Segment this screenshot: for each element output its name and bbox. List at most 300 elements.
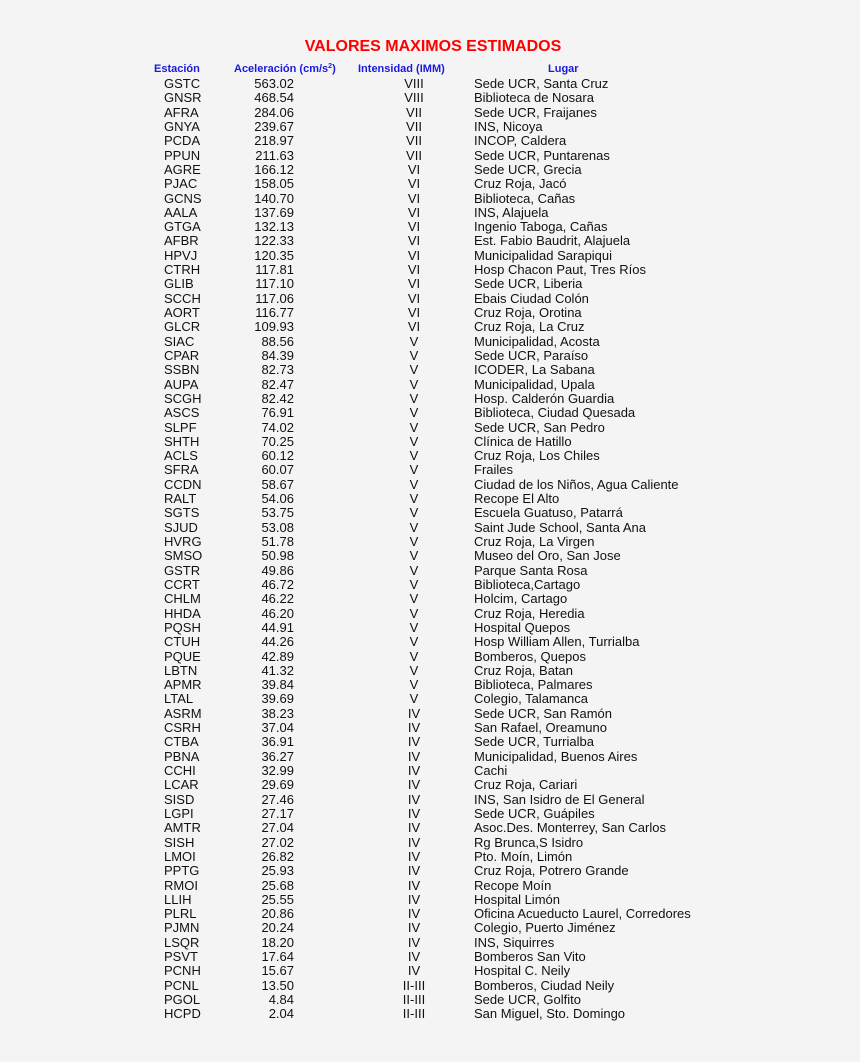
cell-estacion: CHLM — [164, 591, 201, 607]
cell-lugar: INCOP, Caldera — [474, 133, 567, 149]
cell-aceleracion: 563.02 — [254, 76, 294, 91]
cell-estacion: PBNA — [164, 748, 200, 764]
cell-estacion: PCNH — [164, 963, 201, 979]
table-row — [0, 535, 860, 549]
cell-lugar: Parque Santa Rosa — [474, 562, 588, 578]
table-row — [0, 392, 860, 406]
cell-estacion: PJAC — [164, 176, 198, 192]
header-aceleracion — [234, 63, 336, 75]
cell-estacion: SISH — [164, 834, 195, 850]
table-row — [0, 850, 860, 864]
cell-lugar: Municipalidad, Upala — [474, 376, 595, 392]
cell-lugar: Hospital C. Neily — [474, 963, 571, 979]
table-row — [0, 793, 860, 807]
table-row — [0, 77, 860, 91]
table-row — [0, 435, 860, 449]
cell-aceleracion: 17.64 — [261, 949, 294, 965]
cell-intensidad: VI — [407, 233, 421, 249]
cell-lugar: Cruz Roja, Heredia — [474, 605, 585, 621]
table-row — [0, 664, 860, 678]
cell-aceleracion: 239.67 — [254, 118, 294, 134]
table-row — [0, 864, 860, 878]
table-row — [0, 406, 860, 420]
cell-intensidad: II-III — [402, 1006, 426, 1022]
cell-lugar: Sede UCR, Santa Cruz — [474, 76, 609, 91]
cell-lugar: Colegio, Talamanca — [474, 691, 588, 707]
cell-aceleracion: 158.05 — [254, 176, 294, 192]
cell-lugar: Hosp Chacon Paut, Tres Ríos — [474, 262, 646, 278]
cell-lugar: INS, Nicoya — [474, 118, 543, 134]
cell-lugar: Cruz Roja, Jacó — [474, 176, 567, 192]
cell-intensidad: VI — [407, 204, 421, 220]
cell-aceleracion: 117.06 — [255, 290, 294, 306]
cell-estacion: GSTC — [164, 76, 201, 91]
cell-estacion: SFRA — [164, 462, 199, 478]
table-row — [0, 692, 860, 706]
cell-aceleracion: 39.84 — [261, 677, 294, 693]
cell-aceleracion: 46.20 — [261, 605, 294, 621]
cell-intensidad: V — [409, 476, 419, 492]
cell-lugar: Hospital Limón — [474, 891, 560, 907]
cell-intensidad: IV — [407, 748, 421, 764]
cell-lugar: Pto. Moín, Limón — [474, 848, 573, 864]
cell-intensidad: VI — [407, 247, 421, 263]
cell-lugar: Ciudad de los Niños, Agua Caliente — [474, 476, 679, 492]
cell-estacion: LCAR — [164, 777, 199, 793]
cell-intensidad: VI — [407, 219, 421, 235]
cell-estacion: AFRA — [164, 104, 199, 120]
table-row — [0, 750, 860, 764]
cell-estacion: PJMN — [164, 920, 200, 936]
cell-lugar: Frailes — [474, 462, 514, 478]
cell-intensidad: V — [409, 491, 419, 507]
cell-aceleracion: 27.02 — [261, 834, 294, 850]
cell-estacion: PQSH — [164, 619, 201, 635]
cell-intensidad: IV — [407, 705, 421, 721]
table-row — [0, 263, 860, 277]
table-row — [0, 163, 860, 177]
cell-lugar: Ebais Ciudad Colón — [474, 290, 589, 306]
cell-estacion: GSTR — [164, 562, 201, 578]
cell-aceleracion: 137.69 — [254, 204, 294, 220]
cell-lugar: Sede UCR, San Pedro — [474, 419, 605, 435]
cell-estacion: LGPI — [164, 805, 194, 821]
cell-aceleracion: 49.86 — [261, 562, 294, 578]
cell-estacion: ASRM — [164, 705, 202, 721]
cell-intensidad: VII — [406, 118, 422, 134]
table-row — [0, 177, 860, 191]
table-row — [0, 349, 860, 363]
cell-intensidad: V — [409, 362, 419, 378]
cell-estacion: LMOI — [164, 848, 196, 864]
cell-lugar: Cruz Roja, Potrero Grande — [474, 863, 629, 879]
cell-intensidad: V — [409, 591, 419, 607]
cell-intensidad: VI — [407, 176, 421, 192]
cell-estacion: CCHI — [164, 763, 196, 778]
cell-intensidad: IV — [407, 834, 421, 850]
cell-intensidad: IV — [407, 805, 421, 821]
table-row — [0, 907, 860, 921]
table-row — [0, 463, 860, 477]
cell-intensidad: IV — [407, 734, 421, 750]
table-row — [0, 363, 860, 377]
cell-estacion: AORT — [164, 305, 200, 320]
cell-estacion: SCCH — [164, 290, 201, 306]
table-row — [0, 678, 860, 692]
table-row — [0, 192, 860, 206]
cell-intensidad: IV — [407, 877, 421, 893]
cell-aceleracion: 37.04 — [261, 720, 294, 736]
cell-intensidad: VI — [407, 319, 421, 335]
cell-lugar: Sede UCR, Turrialba — [474, 734, 594, 750]
cell-intensidad: IV — [407, 763, 421, 778]
cell-lugar: Biblioteca,Cartago — [474, 576, 581, 592]
cell-aceleracion: 27.04 — [261, 820, 294, 836]
cell-estacion: CTRH — [164, 262, 201, 278]
cell-lugar: Holcim, Cartago — [474, 591, 568, 607]
cell-lugar: Sede UCR, Paraíso — [474, 347, 589, 363]
cell-lugar: Cruz Roja, Orotina — [474, 305, 582, 320]
table-body — [0, 77, 860, 1022]
cell-aceleracion: 122.33 — [254, 233, 294, 249]
cell-estacion: GLCR — [164, 319, 201, 335]
table-row — [0, 621, 860, 635]
cell-intensidad: V — [409, 648, 419, 664]
cell-lugar: San Miguel, Sto. Domingo — [474, 1006, 626, 1022]
cell-lugar: Sede UCR, Puntarenas — [474, 147, 610, 163]
cell-intensidad: IV — [407, 949, 421, 965]
table-row — [0, 335, 860, 349]
cell-estacion: CCRT — [164, 576, 200, 592]
cell-intensidad: IV — [407, 891, 421, 907]
cell-lugar: Sede UCR, San Ramón — [474, 705, 613, 721]
cell-intensidad: VI — [407, 305, 421, 320]
header-aceleracion-text: Aceleración (cm/s — [234, 63, 329, 75]
cell-estacion: ASCS — [164, 405, 200, 421]
cell-aceleracion: 117.81 — [255, 262, 294, 278]
cell-intensidad: V — [409, 534, 419, 549]
cell-estacion: GTGA — [164, 219, 201, 235]
cell-aceleracion: 46.72 — [261, 576, 294, 592]
cell-intensidad: IV — [407, 863, 421, 879]
cell-intensidad: IV — [407, 920, 421, 936]
cell-aceleracion: 53.08 — [261, 519, 294, 535]
table-row — [0, 134, 860, 148]
cell-intensidad: VII — [406, 133, 422, 149]
cell-intensidad: IV — [407, 820, 421, 836]
cell-lugar: Cruz Roja, Batan — [474, 662, 573, 678]
cell-aceleracion: 132.13 — [254, 219, 294, 235]
header-lugar: Lugar — [548, 63, 579, 75]
cell-estacion: PCNL — [164, 977, 199, 993]
cell-lugar: Rg Brunca,S Isidro — [474, 834, 584, 850]
cell-intensidad: IV — [407, 906, 421, 922]
table-row — [0, 950, 860, 964]
table-row — [0, 306, 860, 320]
cell-intensidad: V — [409, 448, 419, 464]
cell-aceleracion: 166.12 — [254, 161, 294, 177]
cell-lugar: Ingenio Taboga, Cañas — [474, 219, 608, 235]
cell-intensidad: VI — [407, 276, 421, 292]
cell-lugar: Municipalidad, Buenos Aires — [474, 748, 638, 764]
cell-estacion: LTAL — [164, 691, 194, 707]
cell-aceleracion: 44.26 — [261, 634, 294, 650]
table-row — [0, 421, 860, 435]
table-row — [0, 478, 860, 492]
cell-intensidad: V — [409, 605, 419, 621]
cell-aceleracion: 88.56 — [261, 333, 294, 349]
cell-aceleracion: 42.89 — [261, 648, 294, 664]
cell-lugar: Biblioteca, Ciudad Quesada — [474, 405, 636, 421]
cell-aceleracion: 284.06 — [254, 104, 294, 120]
cell-estacion: PSVT — [164, 949, 198, 965]
cell-intensidad: V — [409, 576, 419, 592]
cell-lugar: Asoc.Des. Monterrey, San Carlos — [474, 820, 666, 836]
table-row — [0, 979, 860, 993]
cell-intensidad: V — [409, 519, 419, 535]
cell-intensidad: II-III — [402, 977, 426, 993]
table-row — [0, 378, 860, 392]
table-row — [0, 1007, 860, 1021]
cell-intensidad: IV — [407, 777, 421, 793]
cell-estacion: CPAR — [164, 347, 200, 363]
cell-lugar: Biblioteca, Cañas — [474, 190, 576, 206]
cell-lugar: Cruz Roja, La Virgen — [474, 534, 595, 549]
cell-aceleracion: 76.91 — [261, 405, 294, 421]
table-row — [0, 449, 860, 463]
cell-lugar: Clínica de Hatillo — [474, 433, 572, 449]
cell-intensidad: V — [409, 419, 419, 435]
cell-aceleracion: 29.69 — [261, 777, 294, 793]
cell-intensidad: V — [409, 433, 419, 449]
cell-aceleracion: 60.07 — [261, 462, 294, 478]
cell-estacion: AUPA — [164, 376, 199, 392]
table-row — [0, 277, 860, 291]
cell-aceleracion: 27.46 — [261, 791, 294, 807]
cell-estacion: HCPD — [164, 1006, 201, 1022]
cell-estacion: LLIH — [164, 891, 192, 907]
table-row — [0, 220, 860, 234]
cell-estacion: SHTH — [164, 433, 200, 449]
cell-aceleracion: 2.04 — [268, 1006, 294, 1022]
cell-lugar: Sede UCR, Grecia — [474, 161, 582, 177]
cell-estacion: APMR — [164, 677, 202, 693]
cell-intensidad: VIII — [404, 90, 424, 106]
cell-aceleracion: 51.78 — [261, 534, 294, 549]
cell-lugar: Cruz Roja, Los Chiles — [474, 448, 600, 464]
cell-lugar: Municipalidad Sarapiqui — [474, 247, 613, 263]
table-row — [0, 149, 860, 163]
cell-aceleracion: 32.99 — [261, 763, 294, 778]
cell-aceleracion: 117.10 — [255, 276, 294, 292]
cell-aceleracion: 218.97 — [254, 133, 294, 149]
cell-intensidad: VI — [407, 161, 421, 177]
table-row — [0, 964, 860, 978]
cell-aceleracion: 211.63 — [255, 147, 294, 163]
cell-intensidad: V — [409, 505, 419, 521]
table-row — [0, 521, 860, 535]
cell-lugar: Sede UCR, Golfito — [474, 992, 581, 1007]
cell-aceleracion: 70.25 — [261, 433, 294, 449]
table-row — [0, 921, 860, 935]
cell-intensidad: IV — [407, 720, 421, 736]
cell-estacion: AFBR — [164, 233, 199, 249]
table-row — [0, 778, 860, 792]
cell-aceleracion: 120.35 — [254, 247, 294, 263]
table-row — [0, 836, 860, 850]
cell-lugar: Hosp. Calderón Guardia — [474, 390, 615, 406]
cell-aceleracion: 25.55 — [261, 891, 294, 907]
cell-aceleracion: 468.54 — [254, 90, 294, 106]
cell-intensidad: IV — [407, 934, 421, 950]
cell-intensidad: V — [409, 376, 419, 392]
cell-aceleracion: 46.22 — [261, 591, 294, 607]
cell-aceleracion: 18.20 — [261, 934, 294, 950]
cell-lugar: Bomberos, Ciudad Neily — [474, 977, 615, 993]
cell-lugar: Bomberos San Vito — [474, 949, 586, 965]
cell-estacion: PLRL — [164, 906, 197, 922]
table-row — [0, 249, 860, 263]
cell-intensidad: VII — [406, 104, 422, 120]
table-row — [0, 764, 860, 778]
cell-estacion: GNYA — [164, 118, 200, 134]
cell-estacion: PGOL — [164, 992, 201, 1007]
cell-intensidad: V — [409, 390, 419, 406]
cell-lugar: Biblioteca, Palmares — [474, 677, 593, 693]
cell-estacion: RALT — [164, 491, 197, 507]
table-row — [0, 120, 860, 134]
cell-estacion: SSBN — [164, 362, 200, 378]
cell-lugar: Recope El Alto — [474, 491, 560, 507]
cell-aceleracion: 27.17 — [261, 805, 294, 821]
cell-estacion: CTUH — [164, 634, 201, 650]
cell-lugar: Saint Jude School, Santa Ana — [474, 519, 647, 535]
cell-estacion: PPTG — [164, 863, 200, 879]
cell-aceleracion: 116.77 — [255, 305, 294, 320]
cell-lugar: INS, Alajuela — [474, 204, 549, 220]
cell-aceleracion: 13.50 — [261, 977, 294, 993]
cell-lugar: Sede UCR, Fraijanes — [474, 104, 597, 120]
cell-estacion: SISD — [164, 791, 195, 807]
header-aceleracion-close: ) — [332, 63, 336, 75]
table-row — [0, 707, 860, 721]
table-row — [0, 721, 860, 735]
cell-estacion: GCNS — [164, 190, 202, 206]
cell-aceleracion: 82.42 — [261, 390, 294, 406]
cell-intensidad: V — [409, 548, 419, 564]
cell-intensidad: V — [409, 662, 419, 678]
table-row — [0, 735, 860, 749]
table-row — [0, 106, 860, 120]
cell-estacion: HPVJ — [164, 247, 198, 263]
cell-lugar: Sede UCR, Liberia — [474, 276, 583, 292]
cell-intensidad: V — [409, 333, 419, 349]
table-row — [0, 492, 860, 506]
cell-estacion: GNSR — [164, 90, 202, 106]
cell-intensidad: V — [409, 347, 419, 363]
cell-lugar: Cruz Roja, La Cruz — [474, 319, 585, 335]
cell-intensidad: V — [409, 462, 419, 478]
cell-intensidad: II-III — [402, 992, 426, 1007]
cell-estacion: AALA — [164, 204, 198, 220]
cell-lugar: ICODER, La Sabana — [474, 362, 595, 378]
cell-estacion: HVRG — [164, 534, 202, 549]
table-row — [0, 650, 860, 664]
cell-estacion: CSRH — [164, 720, 201, 736]
page-title: VALORES MAXIMOS ESTIMADOS — [304, 38, 562, 55]
cell-lugar: Cachi — [474, 763, 508, 778]
cell-aceleracion: 54.06 — [261, 491, 294, 507]
cell-intensidad: V — [409, 677, 419, 693]
cell-lugar: San Rafael, Oreamuno — [474, 720, 607, 736]
cell-estacion: SIAC — [164, 333, 195, 349]
table-row — [0, 879, 860, 893]
table-row — [0, 292, 860, 306]
header-aceleracion-exponent: 2 — [328, 63, 333, 70]
table-row — [0, 635, 860, 649]
cell-estacion: AMTR — [164, 820, 201, 836]
cell-estacion: SMSO — [164, 548, 203, 564]
cell-aceleracion: 58.67 — [261, 476, 294, 492]
cell-aceleracion: 53.75 — [261, 505, 294, 521]
cell-lugar: Sede UCR, Guápiles — [474, 805, 595, 821]
table-row — [0, 936, 860, 950]
cell-intensidad: IV — [407, 791, 421, 807]
cell-estacion: HHDA — [164, 605, 201, 621]
cell-aceleracion: 25.93 — [261, 863, 294, 879]
cell-estacion: PPUN — [164, 147, 201, 163]
cell-intensidad: V — [409, 634, 419, 650]
table-row — [0, 206, 860, 220]
cell-aceleracion: 44.91 — [261, 619, 294, 635]
cell-estacion: ACLS — [164, 448, 198, 464]
table-row — [0, 807, 860, 821]
table-row — [0, 320, 860, 334]
cell-aceleracion: 38.23 — [261, 705, 294, 721]
cell-intensidad: V — [409, 691, 419, 707]
table-row — [0, 893, 860, 907]
cell-intensidad: VIII — [404, 76, 424, 91]
cell-estacion: AGRE — [164, 161, 201, 177]
cell-lugar: Cruz Roja, Cariari — [474, 777, 578, 793]
cell-aceleracion: 20.86 — [261, 906, 294, 922]
cell-intensidad: V — [409, 562, 419, 578]
cell-aceleracion: 82.47 — [261, 376, 294, 392]
cell-intensidad: VI — [407, 290, 421, 306]
cell-estacion: SJUD — [164, 519, 198, 535]
cell-estacion: CCDN — [164, 476, 202, 492]
cell-estacion: SCGH — [164, 390, 202, 406]
cell-intensidad: V — [409, 405, 419, 421]
cell-intensidad: IV — [407, 848, 421, 864]
table-row — [0, 564, 860, 578]
cell-aceleracion: 25.68 — [261, 877, 294, 893]
table-row — [0, 821, 860, 835]
cell-lugar: Biblioteca de Nosara — [474, 90, 594, 106]
cell-lugar: Museo del Oro, San Jose — [474, 548, 621, 564]
table-row — [0, 506, 860, 520]
table-row — [0, 607, 860, 621]
cell-estacion: LBTN — [164, 662, 198, 678]
cell-aceleracion: 26.82 — [261, 848, 294, 864]
cell-lugar: Oficina Acueducto Laurel, Corredores — [474, 906, 691, 922]
table-row — [0, 234, 860, 248]
cell-aceleracion: 84.39 — [261, 347, 294, 363]
cell-aceleracion: 82.73 — [261, 362, 294, 378]
header-intensidad: Intensidad (IMM) — [358, 63, 445, 75]
table-row — [0, 549, 860, 563]
cell-aceleracion: 140.70 — [254, 190, 294, 206]
